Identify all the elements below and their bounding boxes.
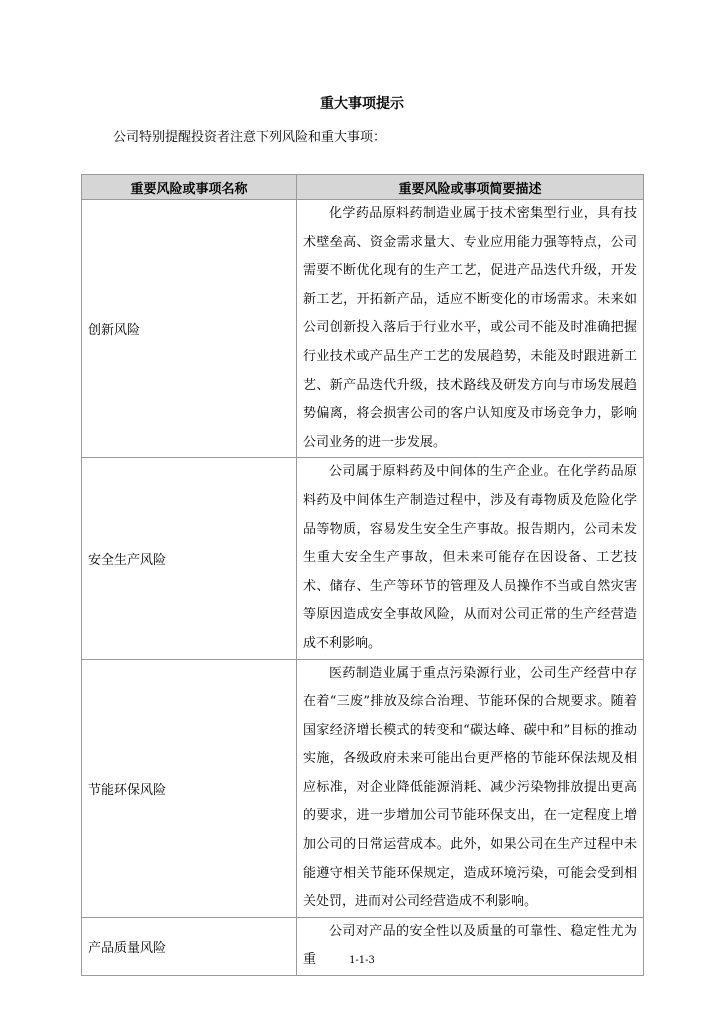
header-risk-description: 重要风险或事项简要描述 — [297, 175, 644, 200]
page-number: 1-1-3 — [349, 955, 375, 966]
risk-name: 安全生产风险 — [82, 458, 297, 659]
risk-table — [81, 174, 644, 976]
table-row — [82, 917, 644, 975]
table-row — [82, 458, 644, 659]
risk-description: 公司对产品的安全性以及质量的可靠性、稳定性尤为重 — [297, 917, 644, 975]
risk-description: 公司属于原料药及中间体的生产企业。在化学药品原料药及中间体生产制造过程中，涉及有毒物质及危险化学品等物质，容易发生安全生产事故。报告期内，公司未发生重大安全生产事故，但未来可能存在因设备、工艺技术、储存、生产等环节的管理及人员操作不当或自然灾害等原因造成安全事故风险，从而对公司正常的生产经营造成不利影响。 — [297, 458, 644, 659]
header-risk-name: 重要风险或事项名称 — [82, 175, 297, 200]
risk-name: 产品质量风险 — [82, 917, 297, 975]
page-title: 重大事项提示 — [320, 96, 404, 112]
table-row — [82, 659, 644, 917]
risk-description: 化学药品原料药制造业属于技术密集型行业，具有技术壁垒高、资金需求量大、专业应用能力强等特点，公司需要不断优化现有的生产工艺，促进产品迭代升级，开发新工艺，开拓新产品，适应不断变化的市场需求。未来如公司创新投入落后于行业水平，或公司不能及时准确把握行业技术或产品生产工艺的发展趋势，未能及时跟进新工艺、新产品迭代升级，技术路线及研发方向与市场发展趋势偏离，将会损害公司的客户认知度及市场竞争力，影响公司业务的进一步发展。 — [297, 200, 644, 458]
table-header-row — [82, 175, 644, 200]
risk-name: 创新风险 — [82, 200, 297, 458]
risk-name: 节能环保风险 — [82, 659, 297, 917]
risk-description: 医药制造业属于重点污染源行业，公司生产经营中存在着“三废”排放及综合治理、节能环保的合规要求。随着国家经济增长模式的转变和“碳达峰、碳中和”目标的推动实施，各级政府未来可能出台更严格的节能环保法规及相应标准，对企业降低能源消耗、减少污染物排放提出更高的要求，进一步增加公司节能环保支出，在一定程度上增加公司的日常运营成本。此外，如果公司在生产过程中未能遵守相关节能环保规定，造成环境污染，可能会受到相关处罚，进而对公司经营造成不利影响。 — [297, 659, 644, 917]
intro-text: 公司特别提醒投资者注意下列风险和重大事项： — [113, 130, 387, 145]
table-row — [82, 200, 644, 458]
